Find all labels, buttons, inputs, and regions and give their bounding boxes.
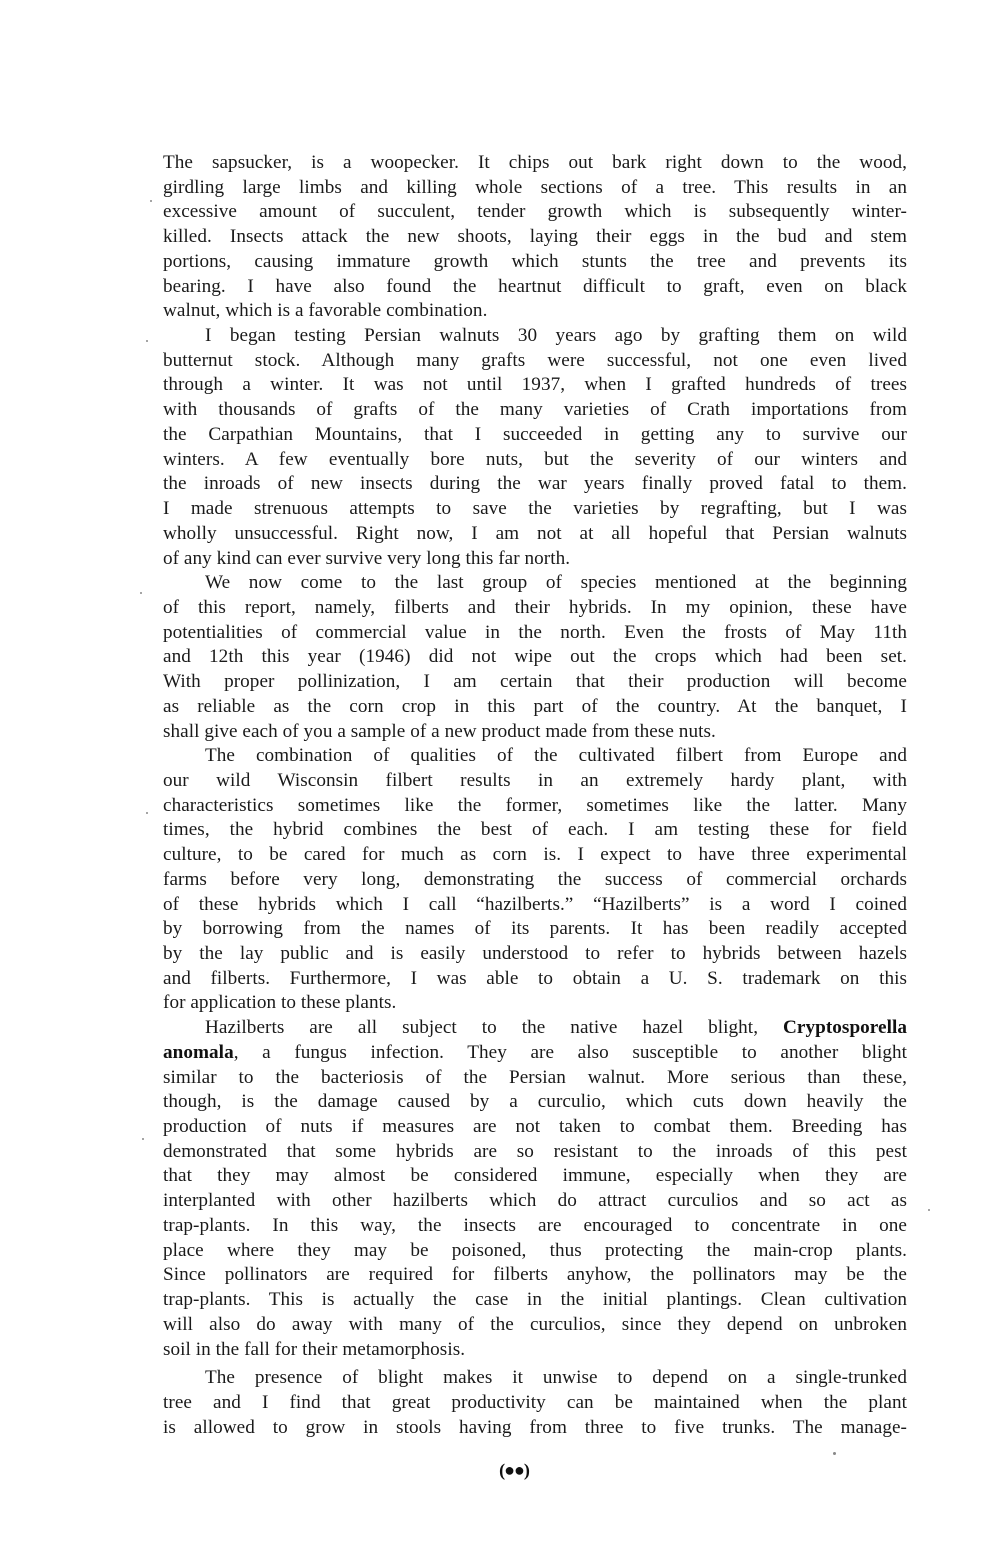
text-line: shall give each of you a sample of a new product made from these nuts. <box>163 720 716 742</box>
text-line: the Carpathian Mountains, that I succeeded in getting any to survive our <box>163 423 907 445</box>
text-line: I made strenuous attempts to save the varieties by regrafting, but I was <box>163 498 907 520</box>
text-segment: Hazilberts are all subject to the native hazel blight, <box>205 1017 783 1039</box>
text-line: as reliable as the corn crop in this part of the country. At the banquet, I <box>163 695 907 717</box>
text-line: interplanted with other hazilberts which do attract curculios and so act as <box>163 1190 907 1212</box>
text-line: the inroads of new insects during the war years finally proved fatal to them. <box>163 473 907 495</box>
paragraph-filberts <box>163 571 907 744</box>
text-line: girdling large limbs and killing whole sections of a tree. This results in an <box>163 176 907 198</box>
text-line: through a winter. It was not until 1937, when I grafted hundreds of trees <box>163 374 907 396</box>
text-line: I began testing Persian walnuts 30 years ago by grafting them on wild <box>205 325 907 347</box>
text-line: The combination of qualities of the cultivated filbert from Europe and <box>205 745 907 767</box>
paragraph-sapsucker <box>163 151 907 324</box>
text-line: tree and I find that great productivity can be maintained when the plant <box>163 1391 907 1413</box>
text-line: our wild Wisconsin filbert results in an extremely hardy plant, with <box>163 769 907 791</box>
text-line: winters. A few eventually bore nuts, but the severity of our winters and <box>163 448 907 470</box>
paragraph-hazilberts-blight <box>163 1016 907 1362</box>
text-line: production of nuts if measures are not taken to combat them. Breeding has <box>163 1116 907 1138</box>
text-line: butternut stock. Although many grafts were successful, not one even lived <box>163 349 907 371</box>
text-line: by borrowing from the names of its parents. It has been readily accepted <box>163 918 907 940</box>
text-line: excessive amount of succulent, tender growth which is subsequently winter- <box>163 201 907 223</box>
text-line: similar to the bacteriosis of the Persian walnut. More serious than these, <box>163 1066 907 1088</box>
text-line: farms before very long, demonstrating the success of commercial orchards <box>163 868 907 890</box>
scan-speck <box>140 592 142 594</box>
text-line: The sapsucker, is a woopecker. It chips out bark right down to the wood, <box>163 152 907 173</box>
text-line: with thousands of grafts of the many varieties of Crath importations from <box>163 399 907 421</box>
text-line: walnut, which is a favorable combination. <box>163 300 488 322</box>
scan-speck <box>833 1452 836 1455</box>
paragraph-stools <box>163 1366 907 1440</box>
text-line: will also do away with many of the curculios, since they depend on unbroken <box>163 1313 907 1335</box>
bold-term: Cryptosporella <box>783 1017 907 1039</box>
text-line: though, is the damage caused by a curculio, which cuts down heavily the <box>163 1091 907 1113</box>
page-number: (●●) <box>499 1460 529 1480</box>
text-line: of any kind can ever survive very long this far north. <box>163 547 571 569</box>
text-line: and filberts. Furthermore, I was able to obtain a U. S. trademark on this <box>163 967 907 989</box>
text-line: potentialities of commercial value in the north. Even the frosts of May 11th <box>163 621 907 643</box>
text-line: demonstrated that some hybrids are so resistant to the inroads of this pest <box>163 1140 907 1162</box>
text-segment: , a fungus infection. They are also susceptible to another blight <box>233 1041 907 1063</box>
text-line: Since pollinators are required for filberts anyhow, the pollinators may be the <box>163 1264 907 1286</box>
bold-term: anomala <box>163 1041 234 1063</box>
text-line: of these hybrids which I call “hazilberts.” “Hazilberts” is a word I coined <box>163 893 907 915</box>
paragraph-persian-walnuts <box>163 324 907 571</box>
text-line: The presence of blight makes it unwise to depend on a single-trunked <box>205 1367 907 1389</box>
text-line: portions, causing immature growth which stunts the tree and prevents its <box>163 250 907 272</box>
text-line-with-bold-term <box>163 1041 907 1066</box>
text-line: trap-plants. This is actually the case in the initial plantings. Clean cultivation <box>163 1289 907 1311</box>
scan-speck <box>928 1209 930 1211</box>
text-line: of this report, namely, filberts and their hybrids. In my opinion, these have <box>163 596 907 618</box>
paragraph-hazilberts-origin <box>163 744 907 1016</box>
scan-speck <box>146 812 148 814</box>
text-line: characteristics sometimes like the former, sometimes like the latter. Many <box>163 794 907 816</box>
scan-speck <box>146 340 148 342</box>
text-line-with-bold-term <box>163 1016 907 1041</box>
text-line: culture, to be cared for much as corn is. I expect to have three experimental <box>163 844 907 866</box>
text-line: killed. Insects attack the new shoots, laying their eggs in the bud and stem <box>163 226 907 248</box>
text-line: and 12th this year (1946) did not wipe out the crops which had been set. <box>163 646 907 668</box>
text-line: for application to these plants. <box>163 992 397 1014</box>
scan-speck <box>150 200 152 202</box>
text-line: that they may almost be considered immune, especially when they are <box>163 1165 907 1187</box>
text-line: by the lay public and is easily understood to refer to hybrids between hazels <box>163 943 907 964</box>
text-line: wholly unsuccessful. Right now, I am not at all hopeful that Persian walnuts <box>163 522 907 544</box>
scan-speck <box>142 1138 144 1140</box>
text-line: soil in the fall for their metamorphosis. <box>163 1338 466 1360</box>
text-line: With proper pollinization, I am certain that their production will become <box>163 671 907 693</box>
text-line: is allowed to grow in stools having from three to five trunks. The manage- <box>163 1416 907 1438</box>
text-line: times, the hybrid combines the best of each. I am testing these for field <box>163 819 907 841</box>
text-line: bearing. I have also found the heartnut difficult to graft, even on black <box>163 275 907 297</box>
text-line: We now come to the last group of species mentioned at the beginning <box>205 572 907 594</box>
text-line: trap-plants. In this way, the insects are encouraged to concentrate in one <box>163 1214 907 1236</box>
document-page <box>163 151 907 1440</box>
text-line: place where they may be poisoned, thus protecting the main-crop plants. <box>163 1239 907 1261</box>
